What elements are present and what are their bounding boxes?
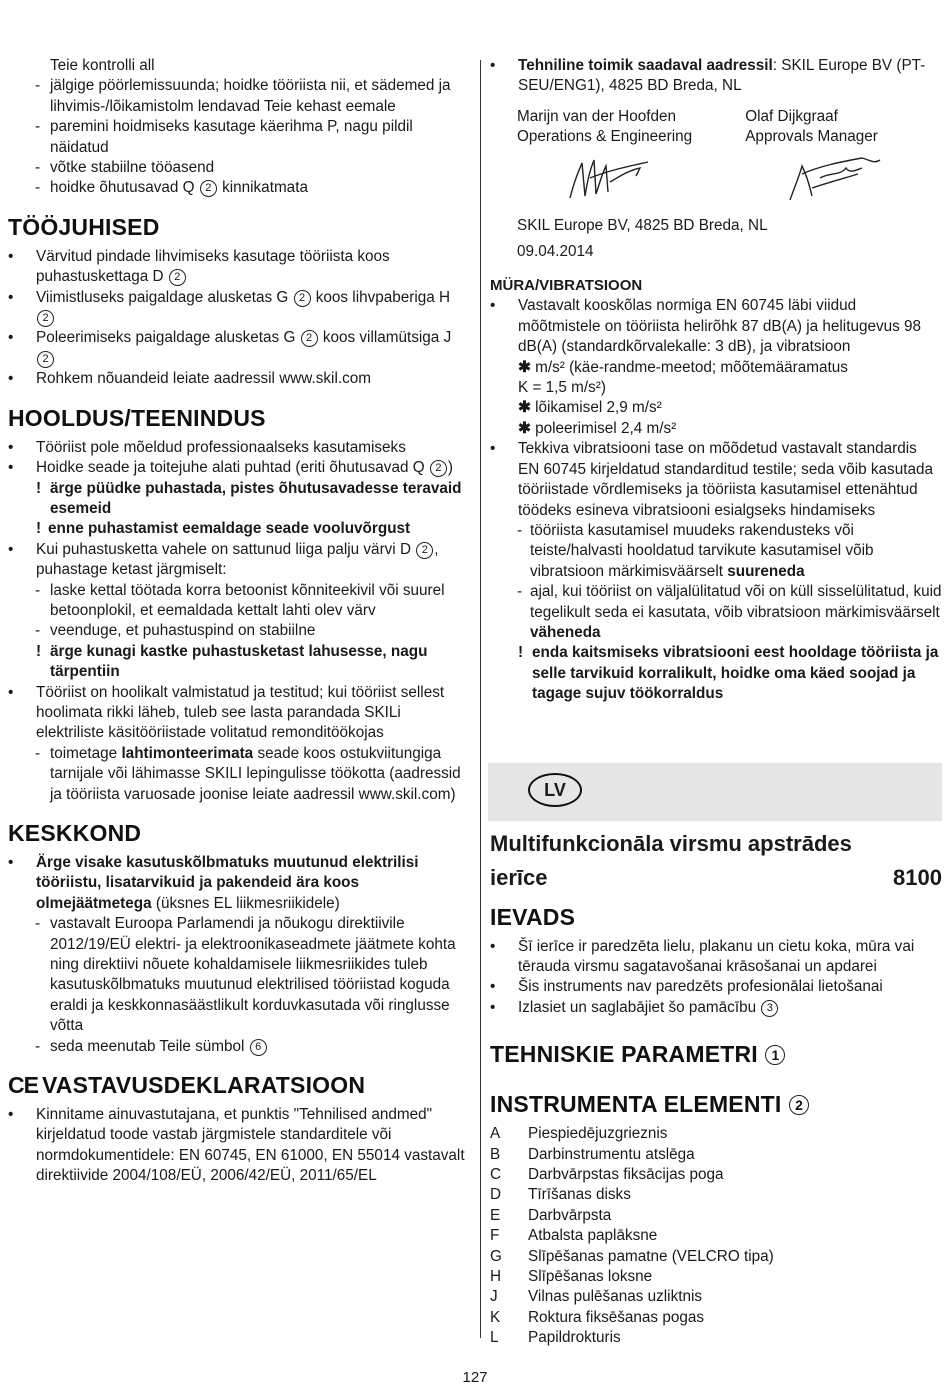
list-item: - võtke stabiilne tööasend	[35, 159, 215, 177]
language-badge: LV	[528, 773, 582, 807]
ref-2-icon: 2	[294, 290, 311, 307]
list-item: - paremini hoidmiseks kasutage käerihma P, nagu pildil näidatud	[35, 118, 413, 156]
list-item: - hoidke õhutusavad Q 2 kinnikatmata	[35, 179, 308, 197]
signer-names	[490, 107, 942, 148]
parts-list	[490, 1124, 942, 1348]
list-item: - toimetage lahtimonteerimata seade koos ostukviitungiga tarnijale või lähimasse SKILI lepingulisse töökotta (aadressid ja tööriista varuosade joonise leiate aadressil www.skil.com)	[35, 744, 461, 803]
list-item: H Slīpēšanas loksne	[490, 1268, 653, 1286]
list-item: • Kui puhastusketta vahele on sattunud liiga palju värvi D 2 , puhastage ketast järgmiselt:	[8, 540, 439, 579]
list-item: • Ärge visake kasutuskõlbmatuks muutunud elektrilisi tööriistu, lisatarvikuid ja pakendeid ära koos olmejäätmetega (üksnes EL liikmesriikidele)	[8, 854, 419, 912]
signer2-name: Olaf Dijkgraaf	[745, 107, 838, 125]
list-item: E Darbvārpsta	[490, 1206, 612, 1224]
ref-2-icon: 2	[200, 180, 217, 197]
list-item: J Vilnas pulēšanas uzliktnis	[490, 1288, 703, 1306]
list-item: F Atbalsta paplāksne	[490, 1227, 658, 1245]
list-item: • Izlasiet un saglabājiet šo pamācību 3	[490, 998, 942, 1018]
list-item: • Tööriist on hoolikalt valmistatud ja testitud; kui tööriist sellest hoolimata rikki läheb, tuleb see lasta parandada SKILi elektriliste käsitööriistade volitatud remonditöökojas	[8, 683, 445, 742]
signer1-name: Marijn van der Hoofden	[517, 107, 677, 125]
signature-1-icon	[490, 148, 940, 212]
vibration-line: ✱ lõikamisel 2,9 m/s²	[518, 399, 662, 417]
model-number: 8100	[893, 864, 942, 890]
section-title-noise: MÜRA/VIBRATSIOON	[490, 277, 643, 295]
ref-1-icon: 1	[765, 1045, 785, 1065]
signatures	[490, 148, 942, 212]
asterisk-icon: ✱	[518, 358, 531, 376]
list-item: • Šis instruments nav paredzēts profesionālai lietošanai	[490, 978, 883, 996]
language-bar	[488, 763, 942, 821]
product-title: Multifunkcionāla virsmu apstrādes	[490, 830, 852, 856]
column-divider	[480, 60, 481, 1338]
ce-mark-icon: CE	[8, 1072, 38, 1099]
section-title-toojuhised: TÖÖJUHISED	[8, 213, 160, 240]
ref-2-icon: 2	[789, 1095, 809, 1115]
list-item: D Tīrīšanas disks	[490, 1186, 631, 1204]
signer1-role: Operations & Engineering	[517, 128, 693, 146]
product-title-line2: ierīce 8100	[490, 861, 942, 895]
list-item: G Slīpēšanas pamatne (VELCRO tipa)	[490, 1247, 774, 1265]
left-column	[8, 56, 468, 1187]
list-item: - seda meenutab Teile sümbol 6	[8, 1037, 468, 1057]
list-item: - ajal, kui tööriist on väljalülitatud või on küll sisselülitatud, kuid tegelikult seda ei kasutata, võib vibratsioon märkimisväärselt väheneda	[517, 583, 942, 641]
list-item: - jälgige pöörlemissuunda; hoidke tööriista nii, et sädemed ja lihvimis-/lõikamistolm lendavad Teie kehast eemale	[35, 77, 451, 115]
list-item: L Papildrokturis	[490, 1329, 621, 1347]
warning-item: ! enda kaitsmiseks vibratsiooni eest hooldage tööriista ja selle tarvikuid korralikult, hoidke oma käed soojad ja tagage sujuv töökorraldus	[518, 644, 939, 703]
list-item: • Hoidke seade ja toitejuhe alati puhtad (eriti õhutusavad Q 2 )	[8, 459, 453, 477]
ref-3-icon: 3	[761, 1000, 778, 1017]
list-item: • Šī ierīce ir paredzēta lielu, plakanu un cietu koka, mūra vai tērauda virsmu sagatavošanai krāsošanai un apdarei	[490, 937, 915, 975]
vibration-line: ✱ m/s² (käe-randme-meetod; mõõtemääramatus	[518, 358, 848, 376]
section-title-elements: INSTRUMENTA ELEMENTI 2	[490, 1090, 942, 1118]
warning-item: ! enne puhastamist eemaldage seade vooluvõrgust	[36, 520, 411, 538]
ref-2-icon: 2	[37, 351, 54, 368]
ref-2-icon: 2	[430, 460, 447, 477]
list-item: • Rohkem nõuandeid leiate aadressil www.skil.com	[8, 370, 371, 388]
section-title-keskkond: KESKKOND	[8, 820, 142, 846]
warning-item: ! ärge püüdke puhastada, pistes õhutusavadesse teravaid esemeid	[36, 479, 462, 517]
vibration-line: ✱ poleerimisel 2,4 m/s²	[518, 419, 677, 437]
ref-6-icon: 6	[250, 1039, 267, 1056]
company-line: SKIL Europe BV, 4825 BD Breda, NL	[517, 216, 768, 234]
list-item: - laske kettal töötada korra betoonist kõnniteekivil või suurel betoonplokil, et eemaldada kettalt lahti olev värv	[35, 581, 445, 619]
list-item: - tööriista kasutamisel muudeks rakendusteks või teiste/halvasti hooldatud tarvikute kasutamisel võib vibratsioon märkimisväärselt suureneda	[517, 521, 874, 580]
section-title-vastavus: CE VASTAVUSDEKLARATSIOON	[8, 1072, 366, 1099]
list-item: • Tööriist pole mõeldud professionaalseks kasutamiseks	[8, 438, 406, 456]
list-item: C Darbvārpstas fiksācijas poga	[490, 1166, 724, 1183]
section-title-tech: TEHNISKIE PARAMETRI 1	[490, 1040, 942, 1068]
ref-2-icon: 2	[416, 542, 433, 559]
list-item: - vastavalt Euroopa Parlamendi ja nõukogu direktiivile 2012/19/EÜ elektri- ja elektroonikaseadmete jäätmete kohta ning direktiivi nõuete kohaldamisele liikmesriikides tuleb kasutuskõlbmatuks muutunud elektrilised tööriistad koguda eraldi ja keskkonnasäästlikult korduvkasutada või ringlusse võtta	[35, 915, 456, 1035]
ref-2-icon: 2	[301, 330, 318, 347]
list-item: • Tekkiva vibratsiooni tase on mõõdetud vastavalt standardis EN 60745 kirjeldatud standarditud testile; seda võib kasutada tööriistade võrdlemiseks ja tööriista kasutamisel ettenähtud töödeks esineva vibratsiooni esialgseks hindamiseks	[490, 440, 933, 519]
ref-2-icon: 2	[37, 310, 54, 327]
ref-2-icon: 2	[169, 269, 186, 286]
date: 09.04.2014	[517, 243, 594, 261]
warning-item: ! ärge kunagi kastke puhastusketast lahusesse, nagu tärpentiin	[36, 642, 428, 681]
list-item: • Tehniline toimik saadaval aadressil: SKIL Europe BV (PT-SEU/ENG1), 4825 BD Breda, NL	[490, 57, 926, 95]
intro-line: Teie kontrolli all	[50, 57, 155, 74]
list-item: K Roktura fiksēšanas pogas	[490, 1308, 705, 1326]
signer2-role: Approvals Manager	[745, 128, 878, 146]
list-item: • Värvitud pindade lihvimiseks kasutage tööriista koos puhastuskettaga D 2	[8, 247, 390, 286]
asterisk-icon: ✱	[518, 419, 531, 437]
list-item: A Piespiedējuzgrieznis	[490, 1125, 668, 1143]
list-item: • Vastavalt kooskõlas normiga EN 60745 läbi viidud mõõtmistele on tööriista helirõhk 87 dB(A) ja helitugevus 98 dB(A) (standardkõrvalekalle: 3 dB), ja vibratsioon	[490, 297, 922, 356]
section-title-hooldus: HOOLDUS/TEENINDUS	[8, 404, 266, 431]
section-title-ievads: IEVADS	[490, 903, 576, 930]
list-item: • Poleerimiseks paigaldage alusketas G 2 koos villamütsiga J 2	[8, 328, 468, 369]
list-item: B Darbinstrumentu atslēga	[490, 1145, 695, 1163]
list-item: - veenduge, et puhastuspind on stabiilne	[35, 622, 316, 640]
page-number: 127	[462, 1369, 488, 1386]
list-item: • Kinnitame ainuvastutajana, et punktis "Tehnilised andmed" kirjeldatud toode vastab järgmistele standarditele või normdokumentidele: EN 60745, EN 61000, EN 55014 vastavalt direktiivide 2004/108/EÜ, 2006/42/EÜ, 2011/65/EL	[8, 1106, 465, 1185]
vibration-line: K = 1,5 m/s²)	[518, 379, 606, 397]
asterisk-icon: ✱	[518, 399, 531, 417]
right-column	[490, 56, 942, 1349]
list-item: • Viimistluseks paigaldage alusketas G 2 koos lihvpaberiga H 2	[8, 288, 468, 329]
